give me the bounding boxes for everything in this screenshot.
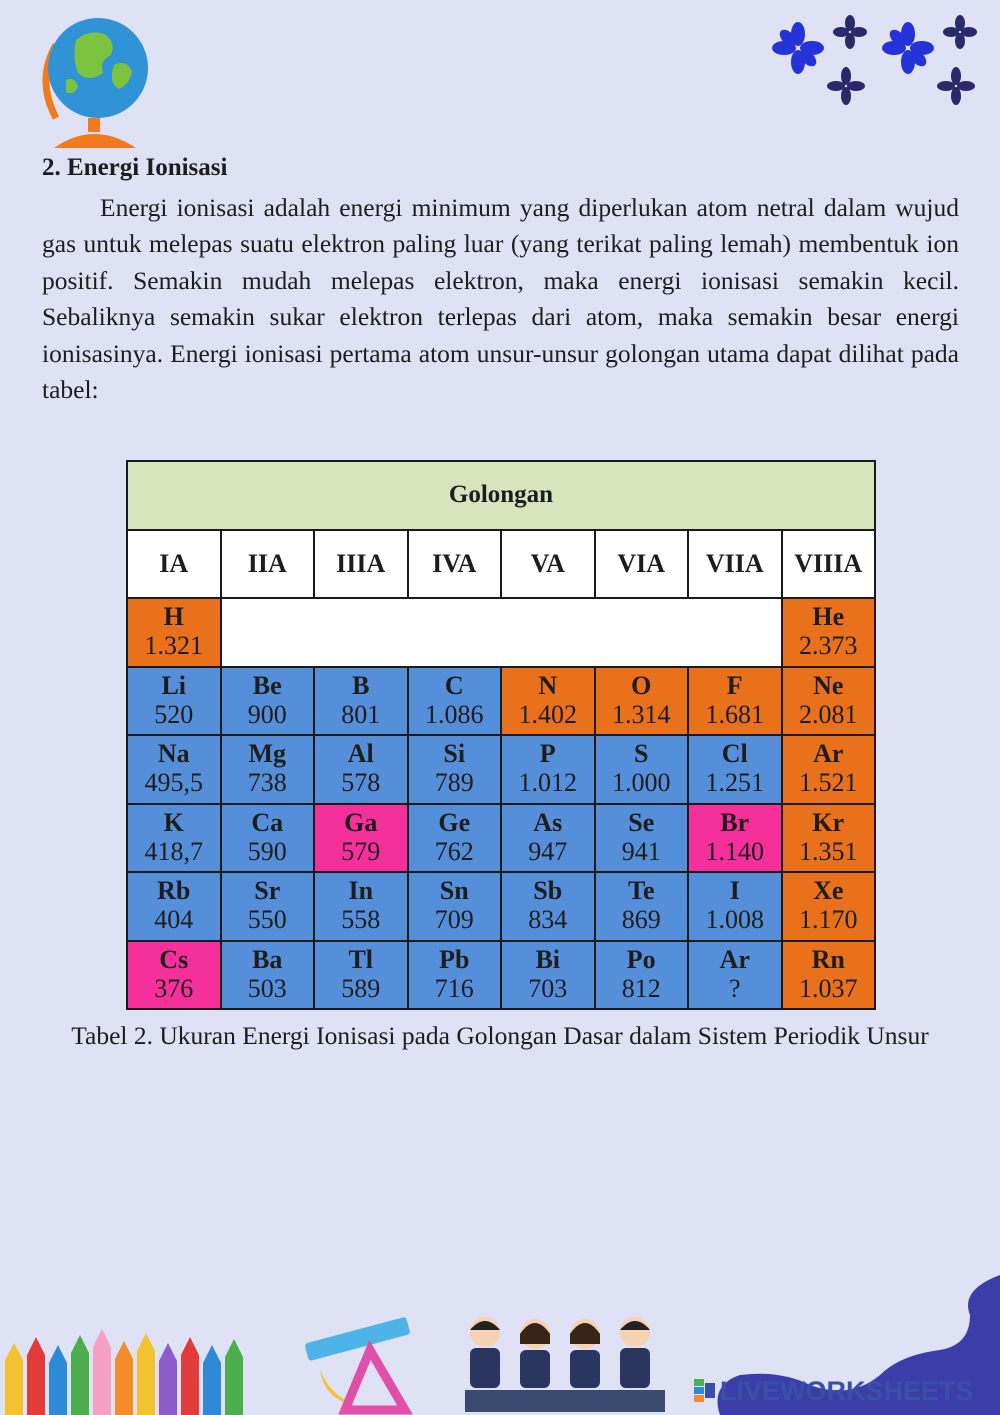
group-header-va: VA [501, 530, 595, 599]
pencils-icon [0, 1325, 260, 1415]
element-symbol: S [634, 739, 649, 769]
element-symbol: Cl [721, 739, 748, 769]
element-symbol: Rb [157, 876, 191, 906]
ionization-energy-value: 558 [341, 905, 381, 935]
element-cell [782, 598, 876, 667]
globe-icon [26, 10, 156, 150]
element-cell [127, 735, 221, 804]
element-cell [127, 667, 221, 736]
element-cell [408, 735, 502, 804]
group-header-viia: VIIA [688, 530, 782, 599]
element-symbol: As [533, 807, 563, 837]
element-symbol: Sr [254, 876, 281, 906]
element-symbol: Kr [812, 807, 845, 837]
ionization-energy-value: 589 [341, 973, 381, 1003]
element-symbol: B [352, 670, 370, 700]
ionization-energy-value: 579 [341, 836, 381, 866]
element-cell [501, 735, 595, 804]
element-symbol: K [163, 807, 184, 837]
element-symbol: Mg [248, 739, 287, 769]
element-cell [688, 735, 782, 804]
period-row-2 [127, 667, 875, 736]
element-symbol: Ba [252, 944, 283, 974]
element-symbol: In [348, 876, 374, 906]
ionization-energy-value: 812 [621, 973, 661, 1003]
element-cell [595, 667, 689, 736]
group-header-ia: IA [127, 530, 221, 599]
element-cell [314, 804, 408, 873]
ionization-energy-value: 1.251 [705, 768, 764, 798]
element-symbol: Br [720, 807, 750, 837]
element-cell [408, 804, 502, 873]
ionization-energy-value: 834 [528, 905, 568, 935]
element-cell [314, 872, 408, 941]
element-symbol: Xe [813, 876, 844, 906]
element-cell [221, 941, 315, 1010]
ionization-energy-value: 789 [434, 768, 474, 798]
ionization-energy-value: 738 [247, 768, 287, 798]
element-cell [595, 804, 689, 873]
element-symbol: F [726, 670, 743, 700]
group-header-viiia: VIIIA [782, 530, 876, 599]
ionization-energy-value: 1.681 [705, 699, 764, 729]
ionization-energy-value: 1.521 [799, 768, 858, 798]
empty-gap-cell [221, 598, 782, 667]
liveworksheets-watermark [694, 1374, 994, 1408]
watermark-text: LIVEWORKSHEETS [720, 1375, 974, 1406]
element-cell [688, 872, 782, 941]
element-symbol: He [812, 602, 845, 632]
group-header-iia: IIA [221, 530, 315, 599]
section-heading: 2. Energi Ionisasi [42, 154, 228, 181]
element-cell [314, 941, 408, 1010]
element-symbol: Ne [813, 670, 844, 700]
students-icon [455, 1310, 670, 1415]
element-cell [595, 941, 689, 1010]
period-row-1 [127, 598, 875, 667]
element-cell [127, 804, 221, 873]
ionization-energy-value: 1.012 [518, 768, 577, 798]
element-cell [221, 804, 315, 873]
element-cell [408, 941, 502, 1010]
element-cell [221, 872, 315, 941]
element-symbol: Ga [344, 807, 378, 837]
element-cell [782, 804, 876, 873]
element-symbol: Be [252, 670, 282, 700]
element-symbol: Rn [811, 944, 845, 974]
element-symbol: Pb [439, 944, 470, 974]
group-header-via: VIA [595, 530, 689, 599]
ionization-energy-value: 1.086 [425, 699, 484, 729]
element-symbol: Se [628, 807, 655, 837]
ionization-energy-value: 947 [528, 836, 568, 866]
element-symbol: Ar [719, 944, 750, 974]
element-cell [501, 804, 595, 873]
element-symbol: P [539, 739, 556, 769]
ionization-energy-value: 2.081 [799, 699, 858, 729]
period-row-3 [127, 735, 875, 804]
ionization-energy-value: 503 [247, 973, 287, 1003]
ionization-energy-value: 578 [341, 768, 381, 798]
ionization-energy-value: 703 [528, 973, 568, 1003]
ionization-energy-value: ? [728, 973, 741, 1003]
element-cell [127, 872, 221, 941]
ionization-energy-value: 709 [434, 905, 474, 935]
rulers-icon [300, 1310, 415, 1415]
ionization-energy-value: 1.037 [799, 973, 858, 1003]
element-cell [408, 872, 502, 941]
element-symbol: Si [443, 739, 466, 769]
ionization-energy-value: 869 [621, 905, 661, 935]
element-cell [127, 598, 221, 667]
ionization-energy-value: 716 [434, 973, 474, 1003]
ionization-energy-value: 1.170 [799, 905, 858, 935]
element-symbol: Ar [813, 739, 844, 769]
element-cell [408, 667, 502, 736]
element-symbol: O [631, 670, 652, 700]
element-cell [782, 735, 876, 804]
ionization-energy-value: 590 [247, 836, 287, 866]
ionization-energy-value: 1.402 [518, 699, 577, 729]
group-header-iiia: IIIA [314, 530, 408, 599]
table-caption: Tabel 2. Ukuran Energi Ionisasi pada Golongan Dasar dalam Sistem Periodik Unsur [71, 1021, 929, 1050]
ionization-energy-value: 941 [621, 836, 661, 866]
period-row-4 [127, 804, 875, 873]
element-cell [221, 735, 315, 804]
element-symbol: Ge [438, 807, 471, 837]
element-symbol: Cs [159, 944, 189, 974]
ionization-energy-value: 1.000 [612, 768, 671, 798]
element-cell [688, 804, 782, 873]
element-cell [501, 941, 595, 1010]
element-symbol: H [163, 602, 184, 632]
element-cell [127, 941, 221, 1010]
flowers-icon [760, 10, 985, 110]
element-cell [688, 941, 782, 1010]
element-cell [595, 872, 689, 941]
ionization-energy-value: 1.351 [799, 836, 858, 866]
element-symbol: Po [626, 944, 656, 974]
element-cell [595, 735, 689, 804]
ionization-energy-value: 2.373 [799, 631, 858, 661]
ionization-energy-value: 404 [154, 905, 194, 935]
element-cell [688, 667, 782, 736]
element-symbol: Tl [348, 944, 374, 974]
element-symbol: Bi [535, 944, 561, 974]
ionization-energy-value: 1.321 [144, 631, 203, 661]
element-cell [782, 941, 876, 1010]
element-cell [221, 667, 315, 736]
ionization-energy-value: 520 [154, 699, 194, 729]
group-header-iva: IVA [408, 530, 502, 599]
ionization-energy-value: 376 [154, 973, 194, 1003]
element-cell [314, 735, 408, 804]
ionization-energy-value: 550 [247, 905, 287, 935]
element-symbol: N [538, 670, 558, 700]
element-cell [782, 667, 876, 736]
element-cell [782, 872, 876, 941]
ionization-energy-value: 495,5 [144, 768, 203, 798]
ionization-energy-value: 418,7 [144, 836, 203, 866]
element-symbol: Na [157, 739, 190, 769]
element-symbol: Te [628, 876, 655, 906]
section-paragraph: Energi ionisasi adalah energi minimum yang diperlukan atom netral dalam wujud gas untuk melepas suatu elektron paling luar (yang terikat paling lemah) membentuk ion positif. Semakin mudah melepas elektron, maka energi ionisasi semakin kecil. Sebaliknya semakin sukar elektron terlepas dari atom, maka semakin besar energi ionisasinya. Energi ionisasi pertama atom unsur-unsur golongan utama dapat dilihat pada tabel: [42, 193, 959, 405]
element-cell [501, 667, 595, 736]
element-symbol: I [729, 876, 740, 906]
ionization-energy-table [126, 460, 876, 1010]
ionization-energy-value: 900 [247, 699, 287, 729]
element-symbol: Sb [533, 876, 563, 906]
period-row-5 [127, 872, 875, 941]
element-symbol: Al [347, 739, 374, 769]
period-row-6 [127, 941, 875, 1010]
liveworksheets-logo-icon [694, 1379, 716, 1403]
ionization-energy-value: 762 [434, 836, 474, 866]
ionization-energy-value: 1.008 [705, 905, 764, 935]
element-cell [501, 872, 595, 941]
element-symbol: Ca [251, 807, 284, 837]
ionization-energy-value: 801 [341, 699, 381, 729]
element-symbol: C [444, 670, 464, 700]
ionization-energy-value: 1.140 [705, 836, 764, 866]
ionization-energy-value: 1.314 [612, 699, 671, 729]
table-title: Golongan [127, 461, 875, 530]
element-symbol: Sn [439, 876, 469, 906]
element-symbol: Li [161, 670, 187, 700]
element-cell [314, 667, 408, 736]
